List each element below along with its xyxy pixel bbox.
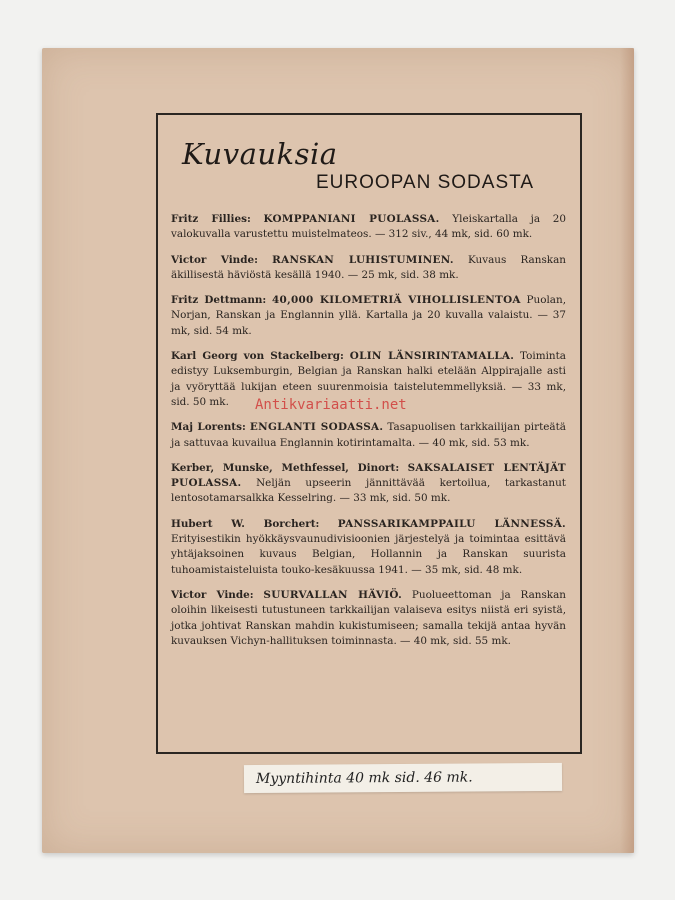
entry-title: KOMPPANIANI PUOLASSA. xyxy=(263,213,440,225)
book-entry xyxy=(171,293,566,339)
watermark-text: Antikvariaatti.net xyxy=(255,397,407,413)
price-sticker: Myyntihinta 40 mk sid. 46 mk. xyxy=(244,763,562,793)
cover-edge-shadow xyxy=(620,48,634,853)
entry-description: Puolueettoman ja Ranskan oloihin likeisesti tutustuneen tarkkailijan valaiseva esitys niistä eri syistä, jotka johtivat Ranskan mahdin kukistumiseen; samalla tekijä antaa hyvän kuvauksen Vichyn-hallituksen toiminnasta. — 40 mk, sid. 55 mk. xyxy=(171,588,566,647)
entry-title: SAKSALAISET LENTÄJÄT PUOLASSA. xyxy=(171,461,566,490)
entry-author: Fritz Dettmann: xyxy=(171,294,267,307)
advert-panel xyxy=(156,113,582,754)
entry-title: OLIN LÄNSIRINTAMALLA. xyxy=(349,350,515,363)
book-entry xyxy=(171,517,566,578)
entry-author: Victor Vinde: xyxy=(171,588,254,601)
book-entry xyxy=(171,212,566,243)
heading-script: Kuvauksia xyxy=(182,137,338,171)
entry-title: ENGLANTI SODASSA. xyxy=(249,421,384,434)
book-entry xyxy=(171,420,566,451)
book-entry xyxy=(171,588,566,649)
book-back-cover xyxy=(42,48,634,853)
heading-caps: EUROOPAN SODASTA xyxy=(316,172,534,193)
entry-description: Erityisestikin hyökkäysvaunudivisioonien järjestelyä ja toimintaa esittävä yhtäjaksoinen kuvaus Belgian, Hollannin ja Ranskan suurista tuhoamistaisteluista touko-kesäkuussa 1941. — 35 mk, sid. 48 mk. xyxy=(171,533,566,576)
entry-author: Kerber, Munske, Methfessel, Dinort: xyxy=(171,461,400,474)
entry-description: Tasapuolisen tarkkailijan pirteätä ja sattuvaa kuvailua Englannin kotirintamalta. — 40 mk, sid. 53 mk. xyxy=(171,421,566,449)
entry-author: Hubert W. Borchert: xyxy=(171,517,320,530)
entry-author: Karl Georg von Stackelberg: xyxy=(171,350,344,363)
entry-title: SUURVALLAN HÄVIÖ. xyxy=(263,588,403,601)
entry-author: Victor Vinde: xyxy=(171,253,258,266)
entry-title: PANSSARIKAMPPAILU LÄNNESSÄ. xyxy=(337,517,566,530)
book-entry xyxy=(171,253,566,284)
entry-author: Maj Lorents: xyxy=(171,421,246,434)
book-entry xyxy=(171,461,566,507)
entry-description: Puolan, Norjan, Ranskan ja Englannin yllä. Kartalla ja 20 kuvalla valaistu. — 37 mk, sid. 54 mk. xyxy=(171,294,566,337)
entry-description: Toiminta edistyy Luksemburgin, Belgian ja Ranskan halki etelään Alppirajalle asti ja vyöryttää lukijan eteen suurenmoisia taistelutemmellyksiä. — 33 mk, sid. 50 mk. xyxy=(171,350,566,408)
entry-description: Yleiskartalla ja 20 valokuvalla varustettu muistelmateos. — 312 siv., 44 mk, sid. 60 mk. xyxy=(171,213,566,241)
entry-title: 40,000 KILOMETRIÄ VIHOLLISLENTOA xyxy=(272,294,521,307)
entry-title: RANSKAN LUHISTUMINEN. xyxy=(272,253,454,266)
entry-description: Neljän upseerin jännittävää kertoilua, tarkastanut lentosotamarsalkka Kesselring. — 33 mk, sid. 50 mk. xyxy=(171,477,566,505)
entry-description: Kuvaus Ranskan äkillisestä häviöstä kesällä 1940. — 25 mk, sid. 38 mk. xyxy=(171,253,566,281)
entry-author: Fritz Fillies: xyxy=(171,213,251,225)
book-list xyxy=(171,212,566,659)
